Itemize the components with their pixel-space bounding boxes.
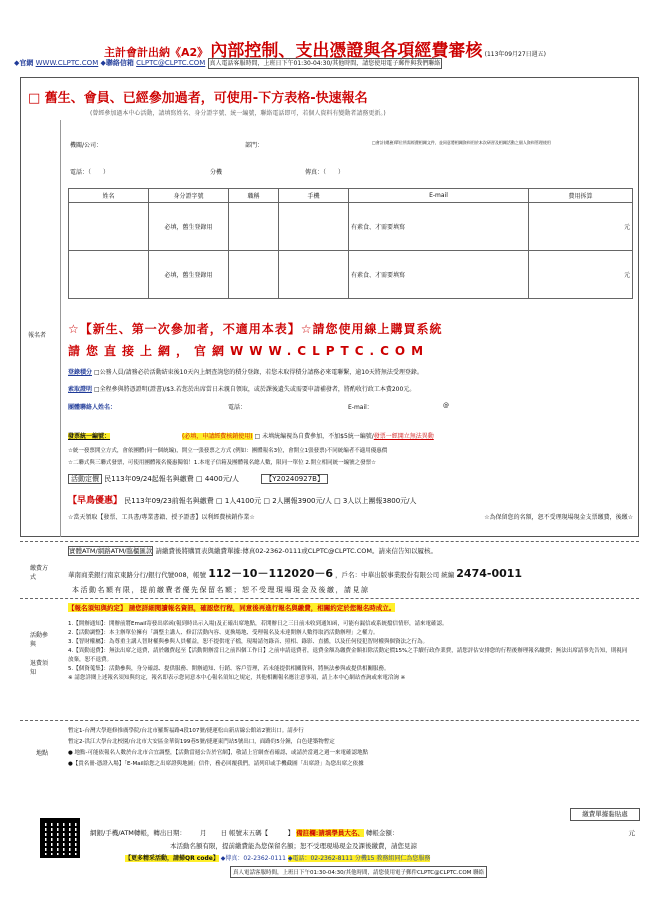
location-4: ●【貴名冊-憑證入場】「E-Mail給您之出席證與地圖」信件，務必回覆我們，請列印或手機截圖「出席證」為您出席之依據 xyxy=(68,761,364,767)
list-item: ※ 請您詳閱上述報名須知與約定，報名即表示您同意本中心報名須知之規定，其他相關報名應注意事項，請上本中心網站查詢或來電洽詢 ※ xyxy=(68,675,406,681)
fixed-label: 活動定價 xyxy=(68,474,102,484)
bank-account: 112－10－112020－6 xyxy=(208,567,334,580)
fixed-price[interactable]: □ 4400元/人 xyxy=(196,475,240,483)
quick-signup-note: (曾經參加過本中心活動，請填寫姓名、身分證字號、統一編號，聯絡電話即可，若個人資料有變動者請務更新。) xyxy=(90,110,386,117)
taxid-warn: 發票一經開立無法異動 xyxy=(373,433,434,440)
cell-mobile[interactable] xyxy=(279,203,349,251)
early-opt3[interactable]: □ 3人以上團報3800元/人 xyxy=(334,497,417,505)
table-row[interactable] xyxy=(69,203,633,251)
fax-label[interactable]: 傳真：（ ） xyxy=(305,169,345,176)
cell-email[interactable]: 有素食、才需要填寫 xyxy=(349,251,529,299)
footer-l1 xyxy=(90,828,635,837)
taxid-opt[interactable]: □ 未填統編視為自費參加，不加$5統一編號/ xyxy=(254,433,374,440)
pricing-notes xyxy=(68,512,633,521)
side-divider xyxy=(60,120,61,537)
mail-label: ◆聯絡信箱 xyxy=(100,59,134,67)
invoice-row xyxy=(68,384,415,393)
taxid-row xyxy=(68,431,434,440)
page-title: 內部控制、支出憑證與各項經費審核 xyxy=(210,41,483,61)
mail-link[interactable]: CLPTC@CLPTC.COM xyxy=(136,59,206,67)
account-tail[interactable]: 帳號末五碼【 】 xyxy=(229,829,295,837)
col-id: 身分證字號 xyxy=(149,189,229,203)
location-1: 暫定1-台灣大學進修推廣學院/台北市羅斯福路4段107號/捷運松山新店線公館站2號出口。請步行 xyxy=(68,728,304,734)
promo-line2[interactable]: 請您直接上網，官網WWW.CLPTC.COM xyxy=(68,344,430,358)
early-opt2[interactable]: □ 2人團報3900元/人 xyxy=(263,497,332,505)
group-email[interactable]: E-mail： xyxy=(348,404,373,411)
ext-label[interactable]: 分機 xyxy=(210,169,223,176)
qr-code-icon[interactable] xyxy=(40,818,80,858)
remark-note: 備註欄:請填學員大名、 xyxy=(296,829,364,837)
service-hours: 真人電話客服時間，上班日下午01:30-04:30/其他時間，請您使用電子郵件與我們聯絡 xyxy=(209,60,441,67)
phone-label[interactable]: 電話：（ ） xyxy=(70,169,110,176)
day[interactable]: 日 xyxy=(220,829,228,837)
taxid-label[interactable]: 發票統一編號： xyxy=(68,433,111,440)
location-3: ● 地點-可能依報名人數於台北市合宜調整，【活動當週公告於官網】，敬請上官網查看確認，或請於當週之週一來電確認地點 xyxy=(68,750,369,756)
col-name: 姓名 xyxy=(69,189,149,203)
rules-list xyxy=(68,620,628,683)
taxid-l2: ☆統一發票開立方式，會依團體(同一個統編)，開立一張發票之方式 (例如：團體報名3位，會開立1張發票)不同統編者不適用優惠價 xyxy=(68,448,388,454)
cell-email[interactable]: 有素食、才需要填寫 xyxy=(349,203,529,251)
promo-line1: ☆【新生、第一次參加者，不適用本表】☆請您使用線上購買系統 xyxy=(68,322,443,336)
early-opt1[interactable]: □ 1人4100元 xyxy=(216,497,262,505)
more-events[interactable]: 【更多精采活動，請掃QR code】 xyxy=(125,855,219,862)
receipt-paste-area xyxy=(570,808,640,821)
side-label-location: 地點 xyxy=(36,750,49,757)
dept-note[interactable]: □會計(總務)單位所需經費相關文件，並同意將相關資料用於本次研習及相關活動之個人資料管理使用 xyxy=(372,140,551,145)
bank-name: 華南商業銀行南京東路分行/銀行代號008，帳號 xyxy=(68,571,207,579)
side-label-applicant: 報名者 xyxy=(28,332,47,339)
payment-instr: 請繳費後將購買表與繳費單據:傳真02-2362-0111或CLPTC@CLPTC.COM。請來信告知以履核。 xyxy=(155,547,437,555)
cell-id[interactable]: 必填，舊生登錄用 xyxy=(149,203,229,251)
divider xyxy=(20,598,639,599)
phone-info: ◆電話：02-2362-8111 分機15 教務組同仁為您服務 xyxy=(287,855,431,862)
receipt-label: 繳費單據黏貼處 xyxy=(582,810,628,818)
contact-bar xyxy=(14,58,644,68)
payment-l1 xyxy=(68,546,437,555)
fixed-price-row xyxy=(68,474,328,484)
site-label: ◆官網 xyxy=(14,59,34,67)
invoice-text[interactable]: □全程參與將憑證明(證書)/$3.若您於出席當日未親自領取，或於課後遺失或需要申請補發者，將酌收行政工本費200元。 xyxy=(93,386,416,393)
points-row xyxy=(68,367,423,376)
rules-head: 【報名須知與約定】 請您詳細閱讀報名資訊，確認您行程，同意後再進行報名與繳費，相關約定於您報名時成立。 xyxy=(68,604,396,612)
rules-side1: 活動參與 xyxy=(30,632,49,648)
rules-side2: 退費須知 xyxy=(30,660,49,676)
side-label-rules xyxy=(30,630,52,676)
transfer-date[interactable]: 網銀/手機/ATM轉帳，轉出日期： xyxy=(90,829,186,837)
cell-id[interactable]: 必填，舊生登錄用 xyxy=(149,251,229,299)
amount-unit: 元 xyxy=(628,829,635,837)
cell-fee[interactable]: 元 xyxy=(529,251,633,299)
footer-hours: 真人電話客服時間，上班日下午01:30-04:30/其他時間，請您使用電子郵件CLPTC@CLPTC.COM 聯絡 xyxy=(230,866,487,878)
group-row xyxy=(68,402,633,411)
company-row xyxy=(70,140,635,149)
cell-mobile[interactable] xyxy=(279,251,349,299)
title-small: 主計會計出納《A2》 xyxy=(103,46,209,59)
group-at: @ xyxy=(443,402,449,409)
col-fee: 費用拆算 xyxy=(529,189,633,203)
payee-taxid: 2474-0011 xyxy=(456,567,523,580)
invoice-label: 索取證明 xyxy=(68,386,93,393)
list-item: 3.【智財權屬】：為尊重主講人智財權與參與人員權益，恕不提供電子檔，現場請勿錄音、照相、錄影、直播，以及任何侵犯智財權與個資法之行為。 xyxy=(68,639,429,645)
attendee-table xyxy=(68,188,633,299)
col-mobile: 手機 xyxy=(279,189,349,203)
pricing-note1: ☆當天領取【發票、工具書/專業書籍、授予證書】以利經費核銷作業☆ xyxy=(68,514,255,521)
table-header-row xyxy=(69,189,633,203)
payment-l3: 本活動名額有限，提前繳費者優先保留名額；恕不受理現場現金及後繳，請見諒 xyxy=(72,586,370,594)
divider xyxy=(20,720,639,721)
points-text[interactable]: □公務人員/請務必於活動結束後10天內上網查詢您的積分登錄，若您未取得積分請務必來電聯繫，逾10天將無法受理登錄。 xyxy=(93,369,423,376)
taxid-note: (必填，申請經費核銷使用) xyxy=(181,433,253,440)
fax-info: ◆傳真：02-2362-0111 xyxy=(220,855,286,862)
month[interactable]: 月 xyxy=(199,829,207,837)
quick-signup-text[interactable]: □ 舊生、會員、已經參加過者，可使用-下方表格-快速報名 xyxy=(28,91,368,106)
taxid-l3: ☆二聯式與三聯式發票，可使用團體報名優惠獨領！1.本電子信箱及團體報名總人數，限同一單位 2.開立相同統一編號之發票☆ xyxy=(68,460,377,466)
cell-name[interactable] xyxy=(69,251,149,299)
list-item: 1.【開辦通知】：開辦前將Email寄發出席函(報到時出示入場)及正確出席地點，若開辦日之三日前未收到通知函，可能有漏信或系統擋信情形，請來電確認。 xyxy=(68,621,448,627)
bank-row xyxy=(68,565,522,581)
list-item: 4.【異動退費】：無法出席之退費，請於繳費起至【活動開辦當日之前四個工作日】之前申請退費者，退費金額為繳費金額扣除活動定價15%之手續行政作業費，請您評估安排您的行程後辦理報名繳費；無法出席請事先告知，則視同放棄，恕不退費。 xyxy=(68,648,628,663)
transfer-amount[interactable]: 轉帳金額： xyxy=(365,829,399,837)
event-code: 【Y20240927B】 xyxy=(261,474,328,484)
group-label[interactable]: 團體聯絡人姓名： xyxy=(68,404,117,411)
company-label[interactable]: 機關/公司： xyxy=(70,142,103,149)
divider xyxy=(20,541,639,542)
footer-l3 xyxy=(125,853,430,862)
cell-fee[interactable]: 元 xyxy=(529,203,633,251)
early-row xyxy=(68,493,417,506)
group-phone[interactable]: 電話： xyxy=(228,404,247,411)
table-row[interactable] xyxy=(69,251,633,299)
cell-name[interactable] xyxy=(69,203,149,251)
issue-date: (113年09月27日週五) xyxy=(484,51,547,58)
col-title: 職稱 xyxy=(229,189,279,203)
cell-title[interactable] xyxy=(229,203,279,251)
list-item: 5.【個資蒐集】：活動參與，身分確認、提供服務、開辦通知、行銷、客戶管理，若未能提供相關資料，將無法參與或提供相關服務。 xyxy=(68,666,390,672)
points-label: 登錄積分 xyxy=(68,369,93,376)
dept-label[interactable]: 部門： xyxy=(245,142,264,149)
pricing-note2: ☆為保留您的名額，恕不受理現場現金支票繳費，後繳☆ xyxy=(484,514,633,521)
cell-title[interactable] xyxy=(229,251,279,299)
payee: ，戶名：中華出版事業股份有限公司 統編 xyxy=(335,571,455,579)
col-email: E-mail xyxy=(349,189,529,203)
location-list xyxy=(68,726,628,770)
payment-methods: 實體ATM/網路ATM/臨櫃匯款 xyxy=(69,547,153,555)
fixed-text: 民113年09/24起報名與繳費 xyxy=(104,475,194,483)
list-item: 2.【活動調整】：本主辦單位擁有「調整主講人、修訂活動內容、更換場地、受理報名及未達開辦人數得取消活動辦理」之權力。 xyxy=(68,630,379,636)
early-label: 【早鳥優惠】 xyxy=(68,496,123,506)
side-label-payment: 繳費方式 xyxy=(30,565,49,581)
site-link[interactable]: WWW.CLPTC.COM xyxy=(35,59,99,67)
phone-row xyxy=(70,167,470,176)
footer-l2: 本活動名額有限，提前繳費能為您保留名額；恕不受理現場現金及課後繳費，請您見諒 xyxy=(170,842,417,850)
early-text: 民113年09/23前報名與繳費 xyxy=(124,497,214,505)
location-2: 暫定2-洪江大學台北校園/台北市大安區金華街199巷5號/捷運東門站5號出口，面路約5分鐘，白色建築物暫定 xyxy=(68,739,335,745)
quick-signup-title xyxy=(28,87,368,106)
